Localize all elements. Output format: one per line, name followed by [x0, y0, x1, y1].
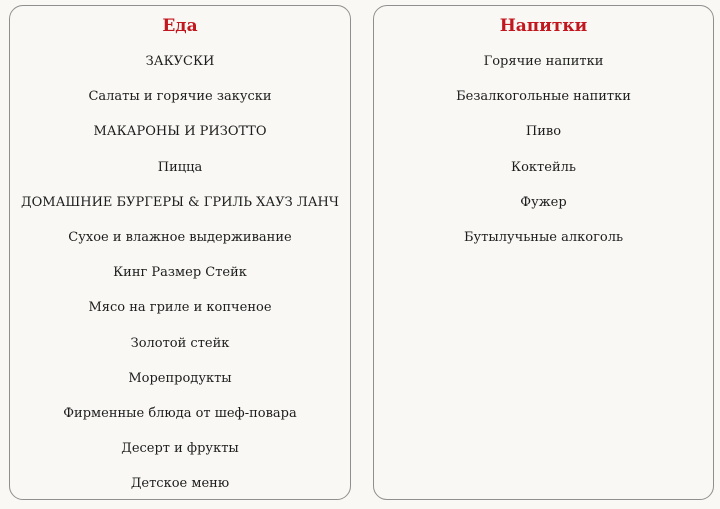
food-category-snacks[interactable]: ЗАКУСКИ	[145, 54, 215, 69]
drinks-panel-title: Напитки	[499, 16, 588, 36]
food-category-burgers-grill-lunch[interactable]: ДОМАШНИЕ БУРГЕРЫ & ГРИЛЬ ХАУЗ ЛАНЧ	[21, 194, 339, 210]
food-category-king-size-steak[interactable]: Кинг Размер Стейк	[113, 265, 247, 281]
food-panel-title: Еда	[162, 16, 198, 36]
food-category-golden-steak[interactable]: Золотой стейк	[130, 335, 230, 351]
food-category-dry-wet-aging[interactable]: Сухое и влажное выдерживание	[68, 229, 292, 245]
food-category-dessert-fruits[interactable]: Десерт и фрукты	[121, 441, 239, 457]
drinks-category-beer[interactable]: Пиво	[525, 124, 562, 140]
food-category-pizza[interactable]: Пицца	[157, 159, 203, 175]
food-menu-panel	[9, 5, 351, 500]
food-category-seafood[interactable]: Морепродукты	[128, 370, 232, 386]
food-category-grilled-smoked-meat[interactable]: Мясо на гриле и копченое	[88, 300, 272, 316]
drinks-category-hot-drinks[interactable]: Горячие напитки	[483, 54, 604, 69]
food-category-kids-menu[interactable]: Детское меню	[130, 476, 230, 492]
food-category-list	[10, 52, 350, 509]
drinks-category-list	[374, 52, 713, 263]
drinks-category-bottled-alcohol[interactable]: Бутылучьные алкоголь	[463, 229, 624, 245]
food-category-chef-specials[interactable]: Фирменные блюда от шеф-повара	[63, 405, 297, 421]
drinks-category-cocktail[interactable]: Коктейль	[511, 159, 576, 175]
drinks-category-soft-drinks[interactable]: Безалкогольные напитки	[456, 89, 631, 105]
food-category-salads-hot-snacks[interactable]: Салаты и горячие закуски	[88, 89, 272, 105]
drinks-category-glass[interactable]: Фужер	[520, 194, 567, 210]
drinks-menu-panel	[373, 5, 714, 500]
food-category-pasta-risotto[interactable]: МАКАРОНЫ И РИЗОТТО	[93, 124, 267, 140]
